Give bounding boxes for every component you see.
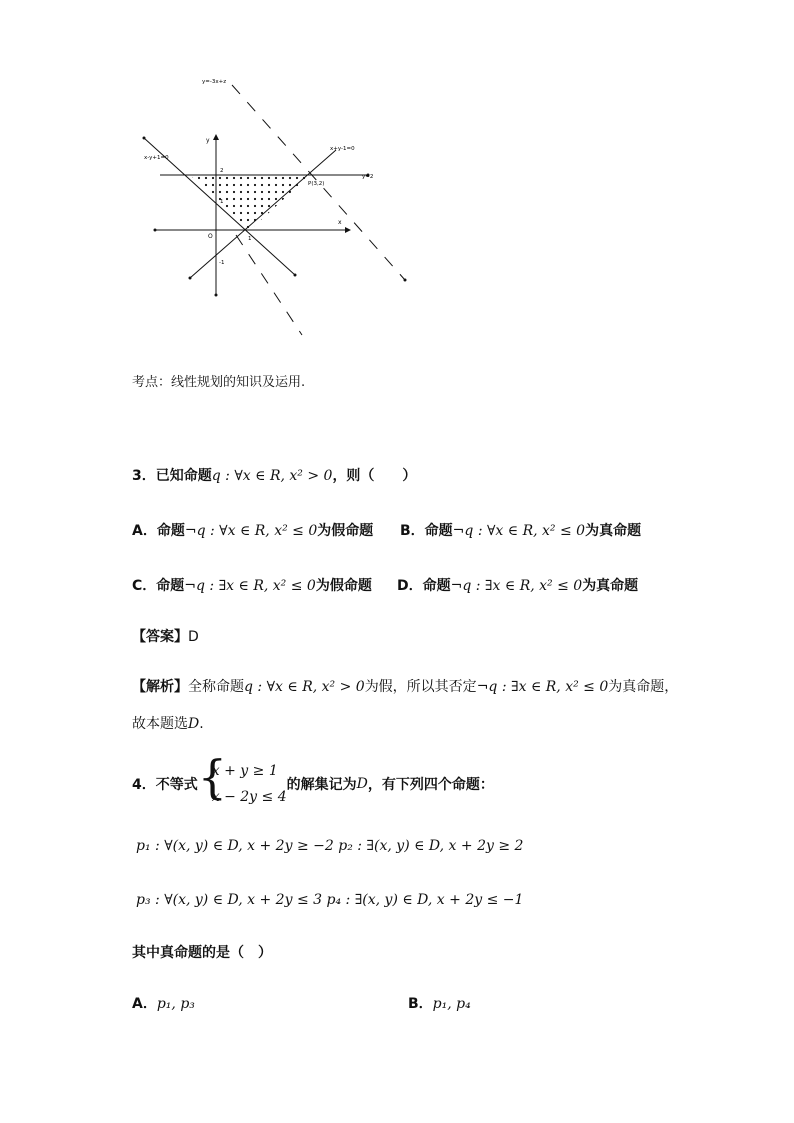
q4-b-label: B． <box>408 996 433 1012</box>
q3-a-math: ¬q : ∀x ∈ R, x² ≤ 0 <box>184 523 318 539</box>
q3-option-b <box>400 520 641 540</box>
analysis-math: D <box>188 716 200 732</box>
proposition-p3: p₃ : ∀(x, y) ∈ D, x + 2y ≤ 3 <box>136 892 323 908</box>
q3-option-d <box>397 575 638 595</box>
q3-stem <box>132 465 416 485</box>
proposition-p2: p₂ : ∃(x, y) ∈ D, x + 2y ≥ 2 <box>338 838 524 854</box>
dashed-line-lower <box>236 235 302 335</box>
q3-b-label: B．命题 <box>400 523 453 539</box>
label-line-right: x+y-1=0 <box>330 146 355 152</box>
q3-analysis-line2 <box>132 713 204 733</box>
q4-stem <box>132 750 494 810</box>
q3-option-c <box>132 575 372 595</box>
label-tick-1-x: 1 <box>248 236 252 242</box>
q4-question: 其中真命题的是（ ） <box>132 945 272 961</box>
endpoint-dot <box>215 294 218 297</box>
label-point-p: P(3,2) <box>308 181 325 187</box>
q4-b-math: p₁, p₄ <box>432 996 471 1012</box>
q3-option-a <box>132 520 373 540</box>
label-dash-line: y=-3x+z <box>202 79 227 85</box>
q3-c-label: C．命题 <box>132 578 185 594</box>
q4-stem-d: D <box>356 776 368 792</box>
inequality-system <box>197 750 287 810</box>
q3-stem-math: q : ∀x ∈ R, x² > 0 <box>211 468 333 484</box>
q4-a-label: A． <box>132 996 157 1012</box>
q3-answer <box>132 626 199 646</box>
analysis-text: . <box>199 716 204 732</box>
answer-tag: 【答案】 <box>132 629 188 645</box>
q3-d-label: D．命题 <box>397 578 451 594</box>
endpoint-dot <box>154 229 157 232</box>
analysis-text: 全称命题 <box>188 679 244 695</box>
proposition-p4: p₄ : ∃(x, y) ∈ D, x + 2y ≤ −1 <box>326 892 524 908</box>
label-tick-2: 2 <box>220 168 224 174</box>
label-axis-y: y <box>206 137 210 144</box>
q4-p1-p2 <box>136 838 523 854</box>
q4-stem-prefix: 4．不等式 <box>132 777 198 793</box>
inequality-1: x + y ≥ 1 <box>211 763 278 779</box>
q3-stem-suffix: ，则（ ） <box>332 468 417 484</box>
q3-c-suffix: 为假命题 <box>315 578 372 594</box>
label-tick-m1: -1 <box>219 260 225 266</box>
label-line-left: x-y+1=0 <box>144 155 169 161</box>
q3-c-math: ¬q : ∃x ∈ R, x² ≤ 0 <box>184 578 316 594</box>
linear-programming-figure <box>140 70 420 340</box>
answer-value: D <box>188 629 199 645</box>
analysis-math: ¬q : ∃x ∈ R, x² ≤ 0 <box>476 679 609 695</box>
q3-stem-prefix: 3．已知命题 <box>132 468 212 484</box>
inequality-2: x − 2y ≤ 4 <box>211 789 287 805</box>
q4-a-math: p₁, p₃ <box>156 996 195 1012</box>
analysis-tag: 【解析】 <box>132 679 188 695</box>
q3-b-suffix: 为真命题 <box>585 523 642 539</box>
analysis-text: 故本题选 <box>132 716 188 732</box>
analysis-text: 为假，所以其否定 <box>364 679 477 695</box>
label-axis-x: x <box>338 219 342 226</box>
q3-a-suffix: 为假命题 <box>317 523 374 539</box>
proposition-p1: p₁ : ∀(x, y) ∈ D, x + 2y ≥ −2 <box>136 838 334 854</box>
feasible-region <box>190 175 310 230</box>
kaodian-text: 考点：线性规划的知识及运用. <box>132 375 306 390</box>
q4-stem-mid: 的解集记为 <box>286 777 357 793</box>
q3-d-suffix: 为真命题 <box>582 578 639 594</box>
endpoint-dot <box>143 137 146 140</box>
analysis-math: q : ∀x ∈ R, x² > 0 <box>244 679 365 695</box>
q3-d-math: ¬q : ∃x ∈ R, x² ≤ 0 <box>450 578 583 594</box>
x-axis-arrow <box>345 227 351 233</box>
analysis-text: 为真命题， <box>608 679 679 695</box>
label-y2: y=2 <box>362 174 374 180</box>
label-origin: O <box>208 233 213 240</box>
q4-p3-p4 <box>136 892 523 908</box>
q3-a-label: A．命题 <box>132 523 185 539</box>
q4-option-a <box>132 993 195 1013</box>
label-tick-1-y: 1 <box>220 199 224 205</box>
line-right <box>190 150 336 278</box>
endpoint-dot <box>404 279 407 282</box>
brace-icon: { <box>197 750 228 804</box>
endpoint-dot <box>189 277 192 280</box>
q3-analysis-line1 <box>132 676 678 696</box>
q3-b-math: ¬q : ∀x ∈ R, x² ≤ 0 <box>452 523 586 539</box>
q4-stem-suffix: ，有下列四个命题： <box>367 777 494 793</box>
q4-option-b <box>408 993 471 1013</box>
y-axis-arrow <box>213 134 219 140</box>
endpoint-dot <box>294 274 297 277</box>
